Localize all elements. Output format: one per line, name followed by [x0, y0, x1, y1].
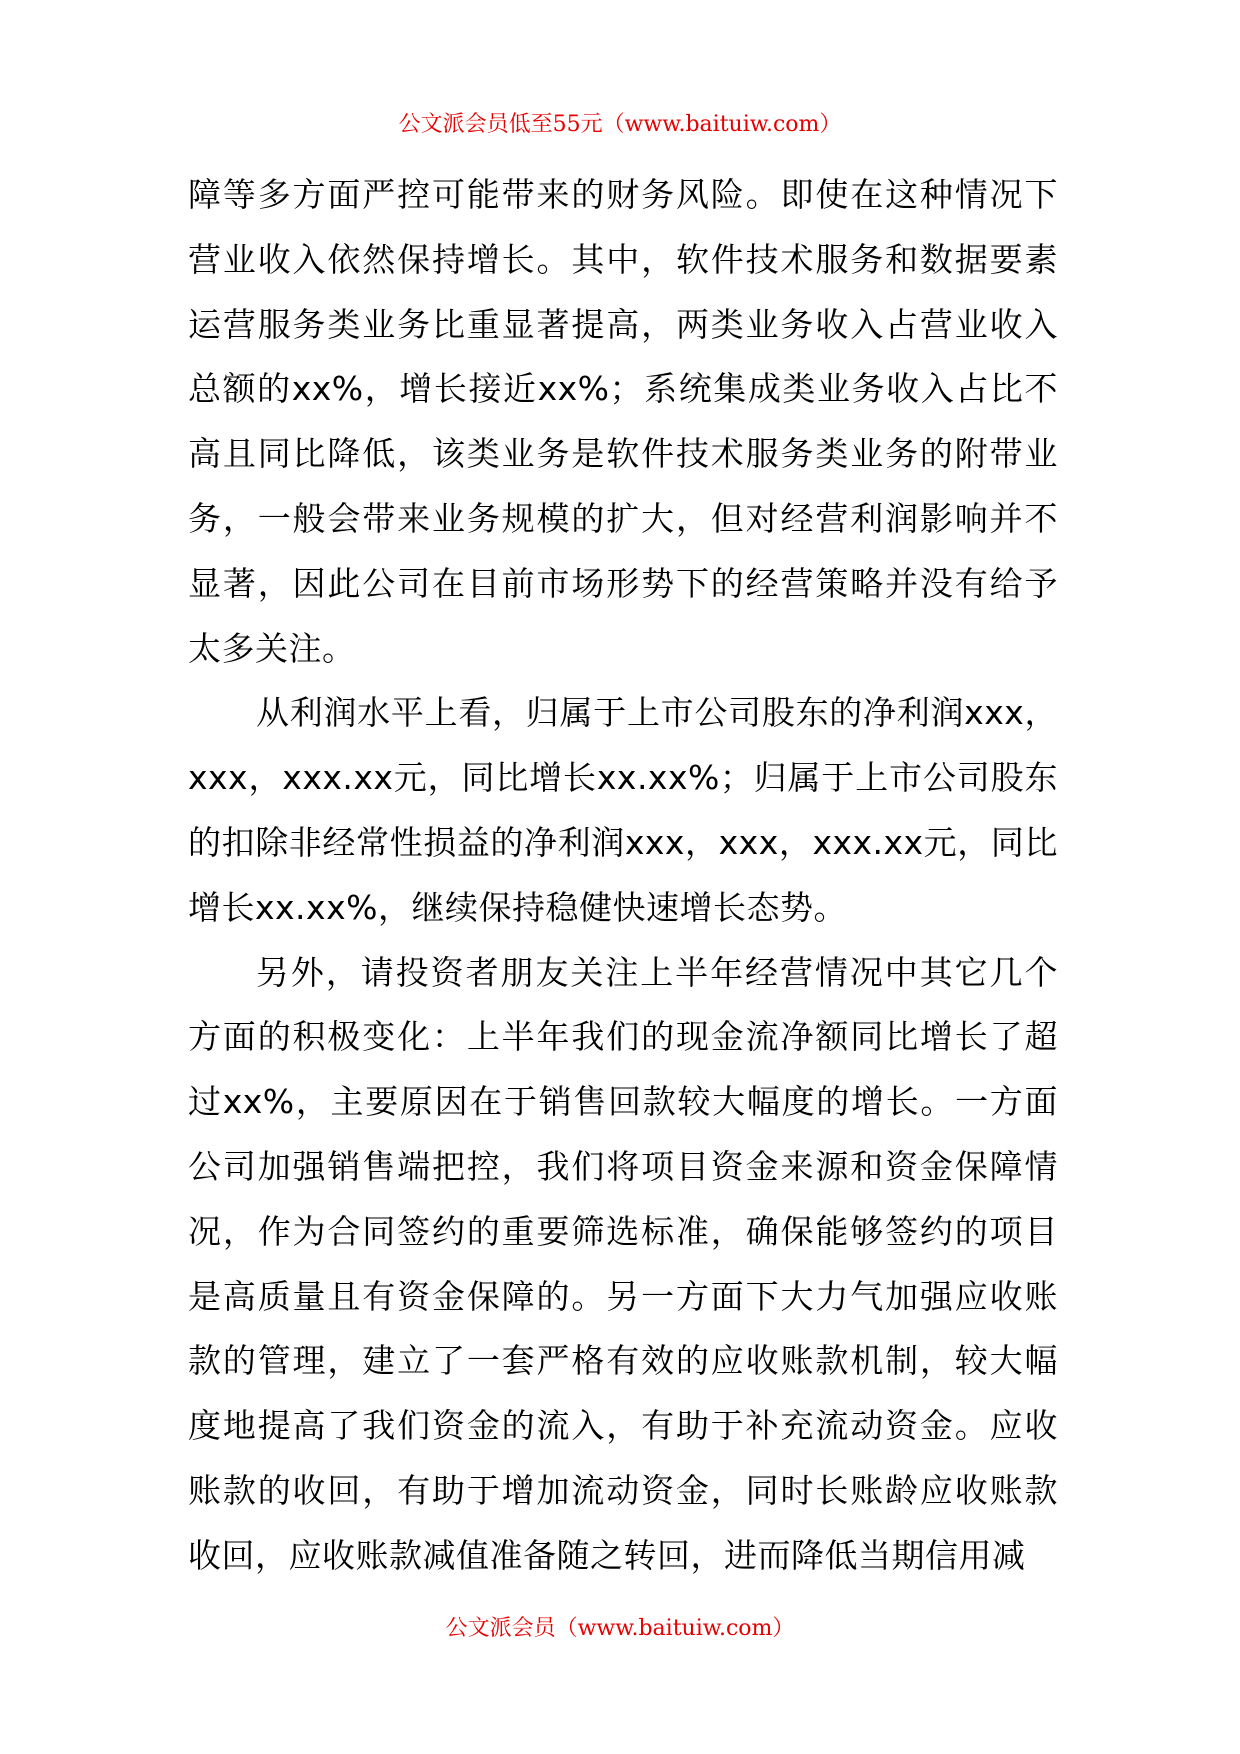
body-text — [188, 163, 1058, 1589]
paragraph-continued: 障等多方面严控可能带来的财务风险。即使在这种情况下营业收入依然保持增长。其中，软件技术服务和数据要素运营服务类业务比重显著提高，两类业务收入占营业收入总额的xx%，增长接近xx%；系统集成类业务收入占比不高且同比降低，该类业务是软件技术服务类业务的附带业务，一般会带来业务规模的扩大，但对经营利润影响并不显著，因此公司在目前市场形势下的经营策略并没有给予太多关注。 — [188, 175, 1058, 668]
paragraph-profit: 从利润水平上看，归属于上市公司股东的净利润xxx，xxx，xxx.xx元，同比增长xx.xx%；归属于上市公司股东的扣除非经常性损益的净利润xxx，xxx，xxx.xx元，同比增长xx.xx%，继续保持稳健快速增长态势。 — [188, 693, 1058, 927]
footer-banner: 公文派会员（www.baituiw.com） — [445, 1616, 795, 1641]
paragraph-cashflow: 另外，请投资者朋友关注上半年经营情况中其它几个方面的积极变化：上半年我们的现金流净额同比增长了超过xx%，主要原因在于销售回款较大幅度的增长。一方面公司加强销售端把控，我们将项目资金来源和资金保障情况，作为合同签约的重要筛选标准，确保能够签约的项目是高质量且有资金保障的。另一方面下大力气加强应收账款的管理，建立了一套严格有效的应收账款机制，较大幅度地提高了我们资金的流入，有助于补充流动资金。应收账款的收回，有助于增加流动资金，同时长账龄应收账款收回，应收账款减值准备随之转回，进而降低当期信用减 — [188, 952, 1058, 1575]
header-banner: 公文派会员低至55元（www.baituiw.com） — [398, 112, 842, 137]
